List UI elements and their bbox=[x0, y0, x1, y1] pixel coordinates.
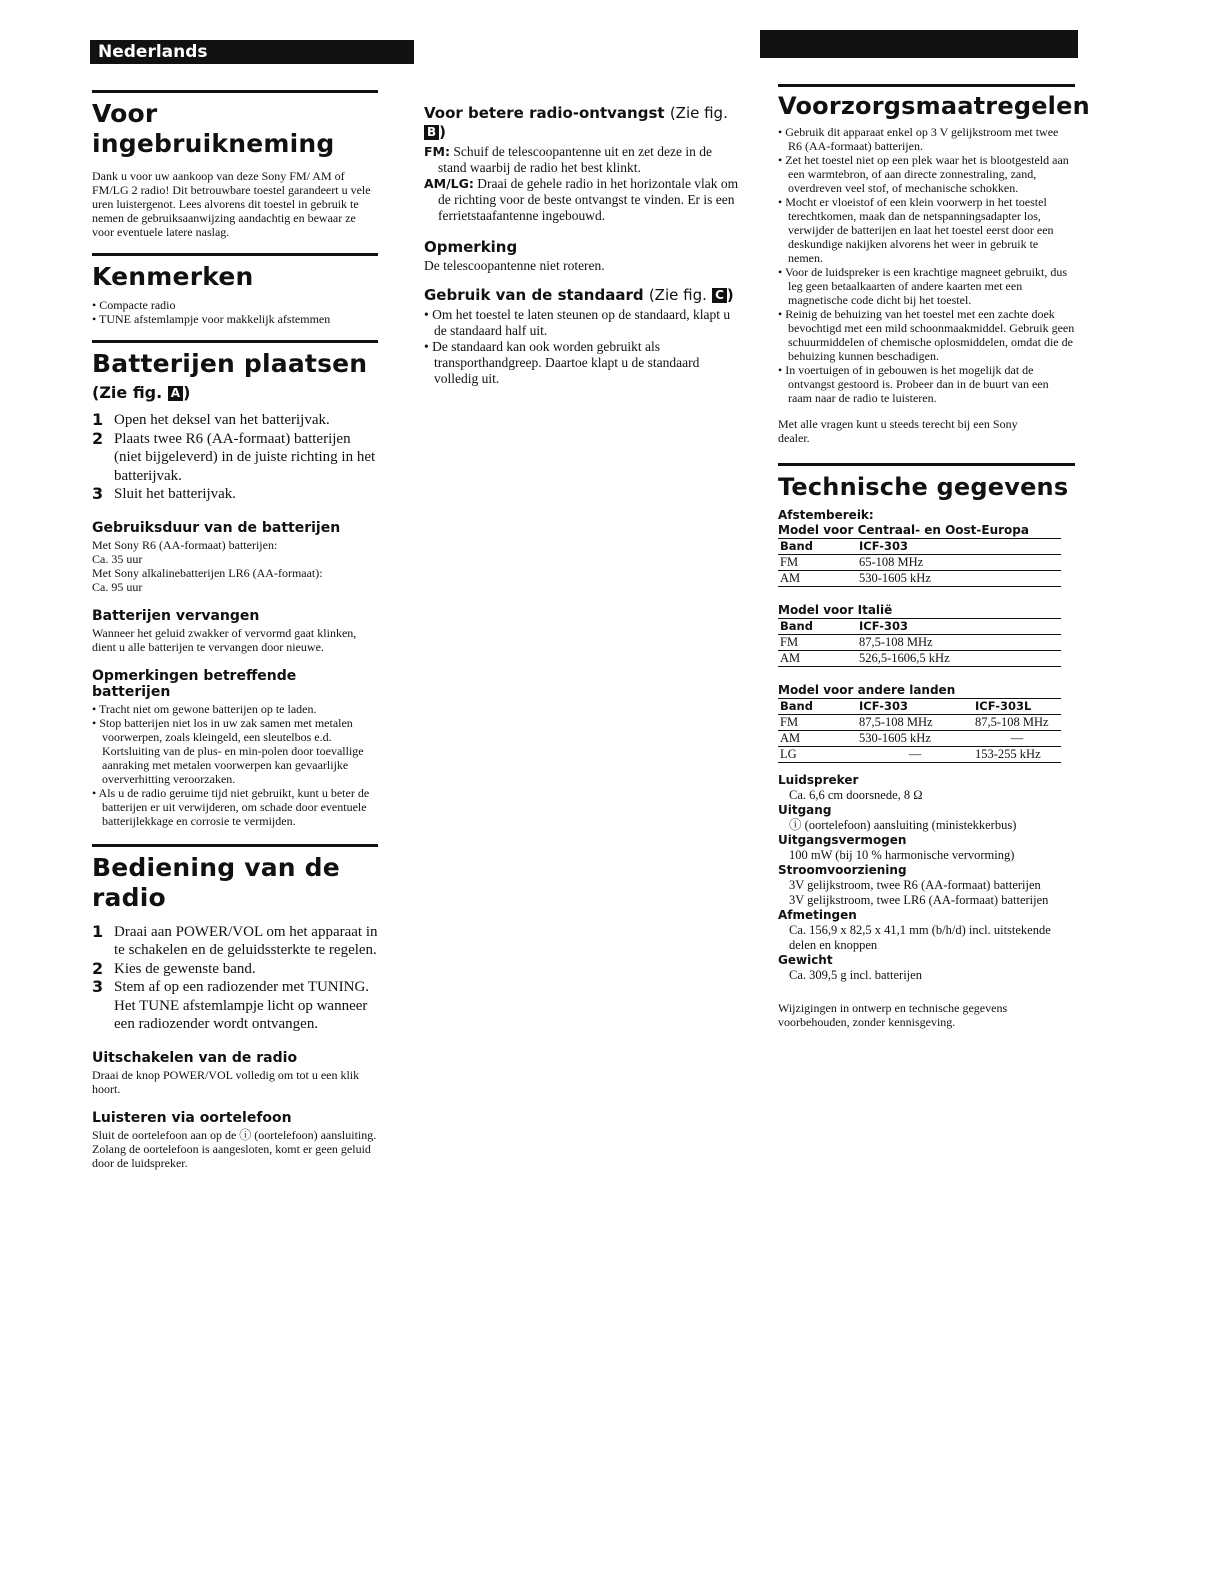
column-right bbox=[778, 0, 1090, 1029]
spec-key: Uitgang bbox=[778, 803, 832, 817]
list-item: • Mocht er vloeistof of een klein voorwerp in het toestel terechtkomen, maak dan de netspanningsadapter los, verwijder de batterijen en laat het toestel eerst door een deskundige nakijken alvorens het weer in gebruik te nemen. bbox=[778, 195, 1054, 265]
spec-key: Gewicht bbox=[778, 953, 833, 967]
list-item: • Compacte radio bbox=[92, 298, 176, 312]
table-row: AM 526,5-1606,5 kHz bbox=[778, 651, 1061, 667]
table-row: FM 87,5-108 MHz 87,5-108 MHz bbox=[778, 715, 1061, 731]
list-item: • Voor de luidspreker is een krachtige magneet gebruikt, dus leg geen betaalkaarten of andere kaarten met een magnetische code dicht bij het toestel. bbox=[778, 265, 1068, 307]
list-item: 3 Stem af op een radiozender met TUNING. Het TUNE afstemlampje licht op wanneer een radiozender wordt ontvangen. bbox=[92, 978, 378, 1034]
disclaimer-text: Wijzigingen in ontwerp en technische gegevens voorbehouden, zonder kennisgeving. bbox=[778, 1001, 1008, 1029]
list-item: • Gebruik dit apparaat enkel op 3 V gelijkstroom met twee R6 (AA-formaat) batterijen. bbox=[778, 125, 1059, 153]
section-rule bbox=[92, 844, 378, 847]
voorzorg-list bbox=[778, 125, 1075, 405]
section-rule bbox=[778, 463, 1075, 466]
section-rule bbox=[92, 340, 378, 343]
batterijen-subtitle: (Zie fig. A ) bbox=[92, 383, 191, 402]
section-title-batterijen: Batterijen plaatsen bbox=[92, 349, 368, 378]
fig-a-icon: A bbox=[168, 386, 183, 401]
column-middle bbox=[424, 0, 739, 387]
ontvangst-body: FM: Schuif de telescoopantenne uit en zet deze in de stand waarbij de radio het best klinkt. AM/LG: Draai de gehele radio in het horizontale vlak om de richting voor de beste ontvangst te vinden. Er is een ferrietstaafantenne ingebouwd. bbox=[424, 144, 739, 223]
table2-title: Model voor Italië bbox=[778, 603, 893, 617]
fig-b-icon: B bbox=[424, 125, 439, 140]
luisteren-title: Luisteren via oortelefoon bbox=[92, 1109, 292, 1126]
spec-key: Luidspreker bbox=[778, 773, 859, 787]
spec-table-centraal bbox=[778, 538, 1061, 587]
spec-value: Ca. 156,9 x 82,5 x 41,1 mm (b/h/d) incl. uitstekende delen en knoppen bbox=[789, 923, 1051, 952]
list-item: • Zet het toestel niet op een plek waar het is blootgesteld aan een warmtebron, of aan directe zonnestraling, zand, overdreven veel stof, of mechanische schokken. bbox=[778, 153, 1069, 195]
section-title-kenmerken: Kenmerken bbox=[92, 262, 254, 291]
spec-key: Stroomvoorziening bbox=[778, 863, 907, 877]
spec-value: 3V gelijkstroom, twee LR6 (AA-formaat) batterijen bbox=[789, 893, 1049, 907]
standaard-title: Gebruik van de standaard (Zie fig. C ) bbox=[424, 286, 734, 304]
table1-title: Model voor Centraal- en Oost-Europa bbox=[778, 523, 1029, 537]
spec-table-andere bbox=[778, 698, 1061, 763]
spec-value: Ca. 6,6 cm doorsnede, 8 Ω bbox=[789, 788, 923, 802]
kenmerken-list bbox=[92, 298, 378, 326]
vragen-text: Met alle vragen kunt u steeds terecht bij een Sony dealer. bbox=[778, 417, 1018, 445]
voor-body: Dank u voor uw aankoop van deze Sony FM/ AM of FM/LG 2 radio! Dit betrouwbare toestel garandeert u vele uren luistergenot. Lees alvorens dit toestel in gebruik te nemen de gebruiksaanwijzing aandachtig en bewaar ze voor eventuele latere naslag. bbox=[92, 169, 371, 239]
uitschakelen-body: Draai de knop POWER/VOL volledig om tot u een klik hoort. bbox=[92, 1067, 360, 1096]
afstembereik-label: Afstembereik: bbox=[778, 508, 874, 522]
table-row: AM 530-1605 kHz bbox=[778, 571, 1061, 587]
spec-key: Afmetingen bbox=[778, 908, 857, 922]
table-header-row: Band ICF-303 bbox=[778, 619, 1061, 635]
spec-value: Ca. 309,5 g incl. batterijen bbox=[789, 968, 922, 982]
spec-value: ⓘ (oortelefoon) aansluiting (ministekkerbus) bbox=[789, 818, 1017, 832]
table3-title: Model voor andere landen bbox=[778, 683, 956, 697]
table-row: FM 65-108 MHz bbox=[778, 555, 1061, 571]
list-item: • Als u de radio geruime tijd niet gebruikt, kunt u beter de batterijen er uit verwijderen, om schade door eventuele batterijlekkage en corrosie te vermijden. bbox=[92, 785, 370, 828]
ontvangst-title: Voor betere radio-ontvangst (Zie fig. B ) bbox=[424, 104, 728, 141]
bediening-steps bbox=[92, 923, 378, 1034]
section-title-technisch: Technische gegevens bbox=[778, 473, 1069, 501]
opmerkingen-title: Opmerkingen betreffende batterijen bbox=[92, 667, 297, 700]
uitschakelen-title: Uitschakelen van de radio bbox=[92, 1049, 298, 1066]
vervangen-title: Batterijen vervangen bbox=[92, 607, 260, 624]
opmerking-body: De telescoopantenne niet roteren. bbox=[424, 258, 605, 273]
section-rule bbox=[92, 253, 378, 256]
list-item: • Reinig de behuizing van het toestel met een zachte doek bevochtigd met een mild schoonmaakmiddel. Gebruik geen schuurmiddelen of chemische oplosmiddelen, omdat die de behuizing kunnen beschadigen. bbox=[778, 307, 1075, 363]
list-item: • Tracht niet om gewone batterijen op te laden. bbox=[92, 701, 317, 716]
standaard-list bbox=[424, 307, 739, 387]
duur-title: Gebruiksduur van de batterijen bbox=[92, 519, 341, 536]
list-item: 1 Open het deksel van het batterijvak. bbox=[92, 410, 330, 429]
column-left bbox=[92, 0, 378, 1170]
section-title-bediening: Bediening van de radio bbox=[92, 852, 340, 912]
step3-extra: Het TUNE afstemlampje licht op wanneer een radiozender wordt ontvangen. bbox=[114, 997, 368, 1032]
table-row: AM 530-1605 kHz — bbox=[778, 731, 1061, 747]
spec-value: 3V gelijkstroom, twee R6 (AA-formaat) batterijen bbox=[789, 878, 1041, 892]
section-rule bbox=[778, 84, 1075, 87]
spec-value: 100 mW (bij 10 % harmonische vervorming) bbox=[789, 848, 1015, 862]
list-item: • In voertuigen of in gebouwen is het mogelijk dat de ontvangst gestoord is. Probeer dan in de buurt van een raam naar de radio te luisteren. bbox=[778, 363, 1049, 405]
list-item: 1 Draai aan POWER/VOL om het apparaat in te schakelen en de geluidssterkte te regelen. bbox=[92, 921, 378, 958]
batterijen-steps bbox=[92, 411, 378, 504]
section-rule bbox=[92, 90, 378, 93]
list-item: 2 Plaats twee R6 (AA-formaat) batterijen (niet bijgeleverd) in de juiste richting in het batterijvak. bbox=[92, 428, 376, 484]
table-row: FM 87,5-108 MHz bbox=[778, 635, 1061, 651]
list-item: 2 Kies de gewenste band. bbox=[92, 958, 256, 978]
table-row: LG — 153-255 kHz bbox=[778, 747, 1061, 763]
section-title-voorzorg: Voorzorgsmaatregelen bbox=[778, 92, 1090, 120]
vervangen-body: Wanneer het geluid zwakker of vervormd gaat klinken, dient u alle batterijen te vervangen door nieuwe. bbox=[92, 625, 357, 654]
section-title-voor: Voor ingebruikneming bbox=[92, 99, 335, 158]
spec-list bbox=[778, 773, 1075, 983]
list-item: • TUNE afstemlampje voor makkelijk afstemmen bbox=[92, 312, 331, 326]
language-label: Nederlands bbox=[98, 42, 208, 62]
list-item: 3 Sluit het batterijvak. bbox=[92, 484, 237, 503]
spec-key: Uitgangsvermogen bbox=[778, 833, 907, 847]
table-header-row: Band ICF-303 bbox=[778, 539, 1061, 555]
list-item: • De standaard kan ook worden gebruikt als transporthandgreep. Daartoe klapt u de standaard volledig uit. bbox=[424, 339, 700, 386]
opmerking-title: Opmerking bbox=[424, 238, 518, 256]
list-item: • Om het toestel te laten steunen op de standaard, klapt u de standaard half uit. bbox=[424, 307, 731, 338]
duur-body: Met Sony R6 (AA-formaat) batterijen: Ca. 35 uur Met Sony alkalinebatterijen LR6 (AA-formaat): Ca. 95 uur bbox=[92, 537, 323, 594]
opmerkingen-list bbox=[92, 702, 378, 828]
fig-c-icon: C bbox=[712, 288, 727, 303]
spec-table-italie bbox=[778, 618, 1061, 667]
luisteren-body: Sluit de oortelefoon aan op de ⓘ (oortelefoon) aansluiting. Zolang de oortelefoon is aangesloten, komt er geen geluid door de luidspreker. bbox=[92, 1127, 377, 1170]
table-header-row: Band ICF-303 ICF-303L bbox=[778, 699, 1061, 715]
list-item: • Stop batterijen niet los in uw zak samen met metalen voorwerpen, zoals kleingeld, een sleutelbos e.d. Kortsluiting van de plus- en min-polen door toevallige aanraking met metalen voorwerpen kan gevaarlijke oververhitting veroorzaken. bbox=[92, 715, 364, 786]
